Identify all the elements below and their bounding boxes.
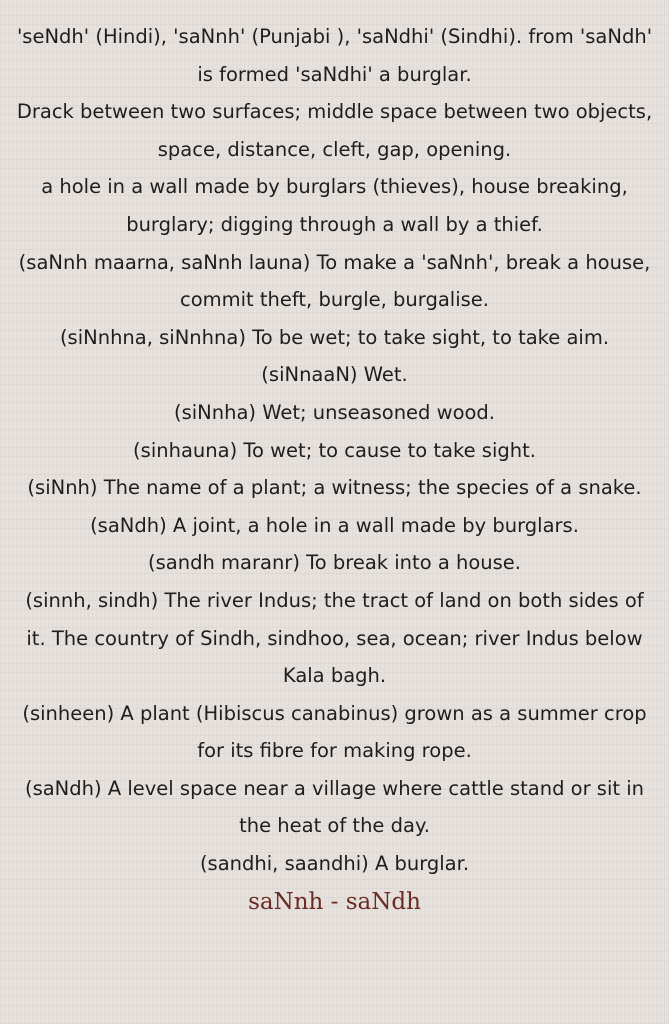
entry-sinnh-sindh: (sinnh, sindh) The river Indus; the tract of land on both sides of it. The country of Sindh, sindhoo, sea, ocean; river Indus below Kala bagh.	[25, 588, 644, 688]
entry-sinnhna: (siNnhna, siNnhna) To be wet; to take sight, to take aim.	[59, 325, 610, 349]
entry-sandh-joint: (saNdh) A joint, a hole in a wall made by burglars.	[90, 513, 579, 537]
headword-title: saNnh - saNdh	[248, 888, 421, 915]
entry-sandhi: (sandhi, saandhi) A burglar.	[199, 852, 470, 876]
entry-sinnh: (siNnh) The name of a plant; a witness; the species of a snake.	[27, 476, 642, 500]
entry-sinnha: (siNnha) Wet; unseasoned wood.	[173, 400, 496, 424]
entry-sinhauna: (sinhauna) To wet; to cause to take sight.	[133, 438, 536, 462]
definition-list	[0, 18, 669, 883]
entry-burglary-definition: a hole in a wall made by burglars (thieves), house breaking, burglary; digging through a wall by a thief.	[41, 175, 628, 236]
entry-sandh-maranr: (sandh maranr) To break into a house.	[148, 551, 521, 575]
entry-etymology: 'seNdh' (Hindi), 'saNnh' (Punjabi ), 'saNdhi' (Sindhi). from 'saNdh' is formed 'saNdhi' a burglar.	[16, 25, 653, 86]
entry-sinnaan: (siNnaaN) Wet.	[261, 363, 408, 387]
entry-sandh-level-space: (saNdh) A level space near a village where cattle stand or sit in the heat of the day.	[24, 776, 645, 838]
entry-sinheen: (sinheen) A plant (Hibiscus canabinus) grown as a summer crop for its fibre for making rope.	[22, 701, 647, 763]
entry-sannh-maarna: (saNnh maarna, saNnh launa) To make a 'saNnh', break a house, commit theft, burgle, burgalise.	[18, 250, 651, 312]
entry-crack-definition: Drack between two surfaces; middle space between two objects, space, distance, cleft, gap, opening.	[16, 100, 653, 161]
